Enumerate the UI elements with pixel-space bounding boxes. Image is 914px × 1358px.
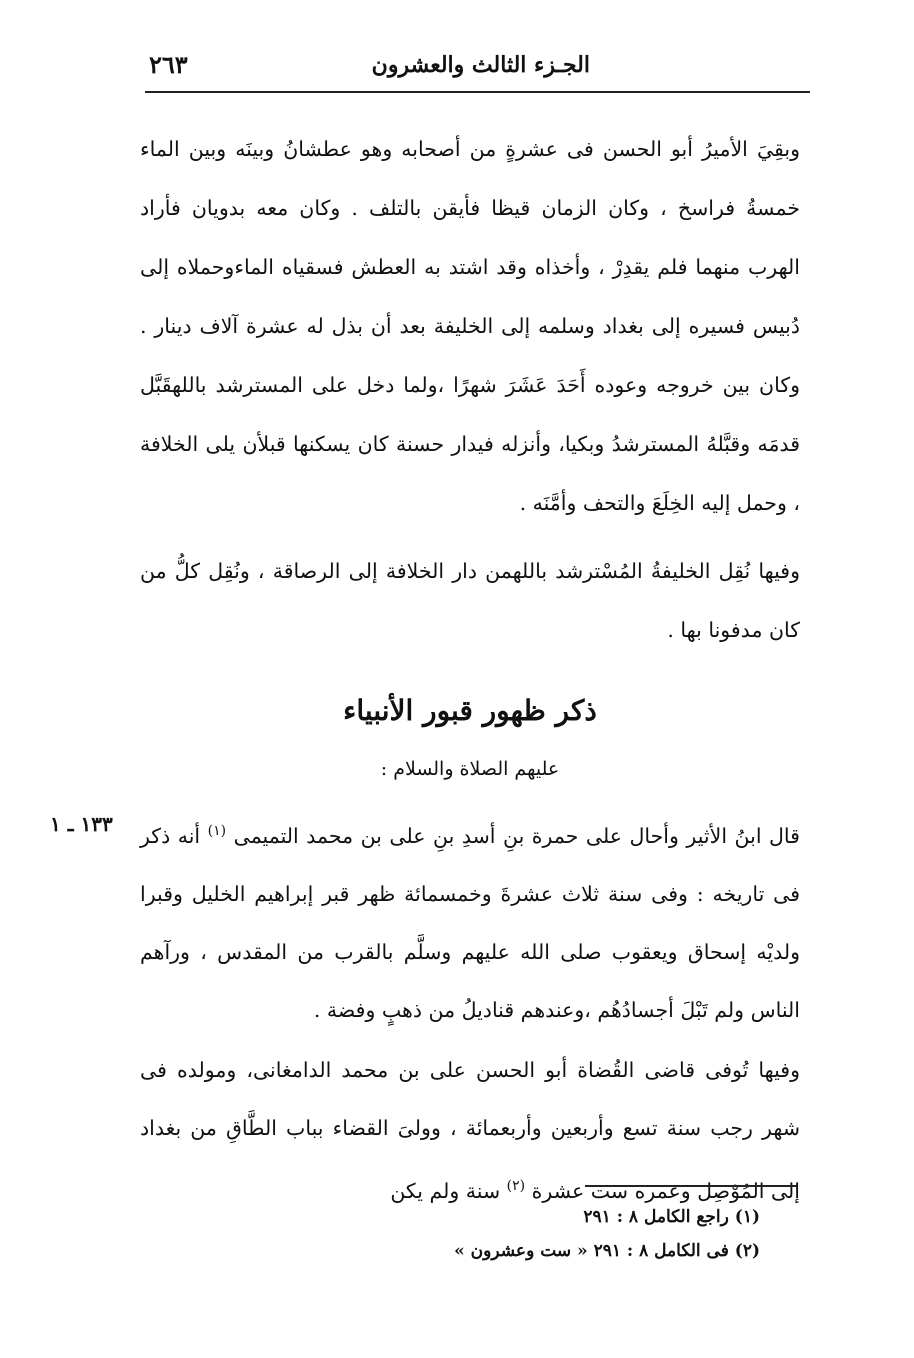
paragraph-4 <box>140 1041 800 1220</box>
paragraph-4-text: وفيها تُوفى قاضى القُضاة أبو الحسن على بن محمد الدامغانى، ومولده فى شهر رجب سنة تسع وأربعين وأربعمائة ، وولىَ القضاء بباب الطَّاقِ من بغداد إلى المُوْصِل وعمره ست عشرة <box>140 1057 800 1203</box>
paragraph-3-text: قال ابنُ الأثير وأحال على حمرة بنِ أسدِ بنِ على بن محمد التميمى <box>233 823 800 848</box>
footnote-2: (٢) فى الكامل ٨ : ٢٩١ « ست وعشرون » <box>454 1241 760 1261</box>
margin-reference: ١٣٣ ـ ١ <box>50 812 113 836</box>
footnotes <box>360 1200 760 1268</box>
second-text-block <box>140 802 800 1220</box>
running-header <box>145 42 795 92</box>
paragraph-4-continued: سنة ولم يكن <box>390 1178 501 1203</box>
paragraph-2: وفيها نُقِل الخليفةُ المُسْترشد باللهمن دار الخلافة إلى الرصاقة ، ونُقِل كلُّ من كان مدفونا بها . <box>140 559 800 642</box>
paragraph-1: وبقِيَ الأميرُ أبو الحسن فى عشرةٍ من أصحابه وهو عطشانُ وبينَه وبين الماء خمسةُ فراسخ ، وكان الزمان قيظا فأيقن بالتلف . وكان معه بدويان فأراد الهرب منهما فلم يقدِرْ ، وأخذاه وقد اشتد به العطش فسقياه الماءوحملاه إلى دُبيس فسيره إلى بغداد وسلمه إلى الخليفة بعد أن بذل له عشرة آلاف دينار . وكان بين خروجه وعوده أَحَدَ عَشَرَ شهرًا ،ولما دخل على المسترشد باللهقَبَّل قدمَه وقبَّلهُ المسترشدُ وبكيا، وأنزله فيدار حسنة كان يسكنها قبلأن يلى الخلافة ، وحمل إليه الخِلَعَ والتحف وأمَّنَه . <box>140 137 800 515</box>
footnote-rule <box>585 1185 797 1187</box>
footnote-ref-1: (١) <box>207 823 227 839</box>
running-title: الجـزء الثالث والعشرون <box>371 52 590 78</box>
main-text-block <box>140 120 800 660</box>
footnote-ref-2: (٢) <box>506 1177 526 1194</box>
paragraph-3 <box>140 802 800 1039</box>
page-number: ٢٦٣ <box>149 50 188 79</box>
footnote-1: (١) راجع الكامل ٨ : ٢٩١ <box>583 1207 760 1227</box>
header-rule <box>145 91 810 93</box>
section-heading: ذكر ظهور قبور الأنبياء <box>343 694 597 727</box>
paragraph-3-continued: أنه ذكر فى تاريخه : وفى سنة ثلاث عشرةَ وخمسمائة ظهر قبر إبراهيم الخليل وقبرا ولديْه إسحاق ويعقوب صلى الله عليهم وسلَّم بالقرب من المقدس ، ورآهم الناس ولم تَبْلَ أجسادُهُم ،وعندهم قناديلُ من ذهبٍ وفضة . <box>140 823 800 1022</box>
section-subheading: عليهم الصلاة والسلام : <box>380 758 560 780</box>
